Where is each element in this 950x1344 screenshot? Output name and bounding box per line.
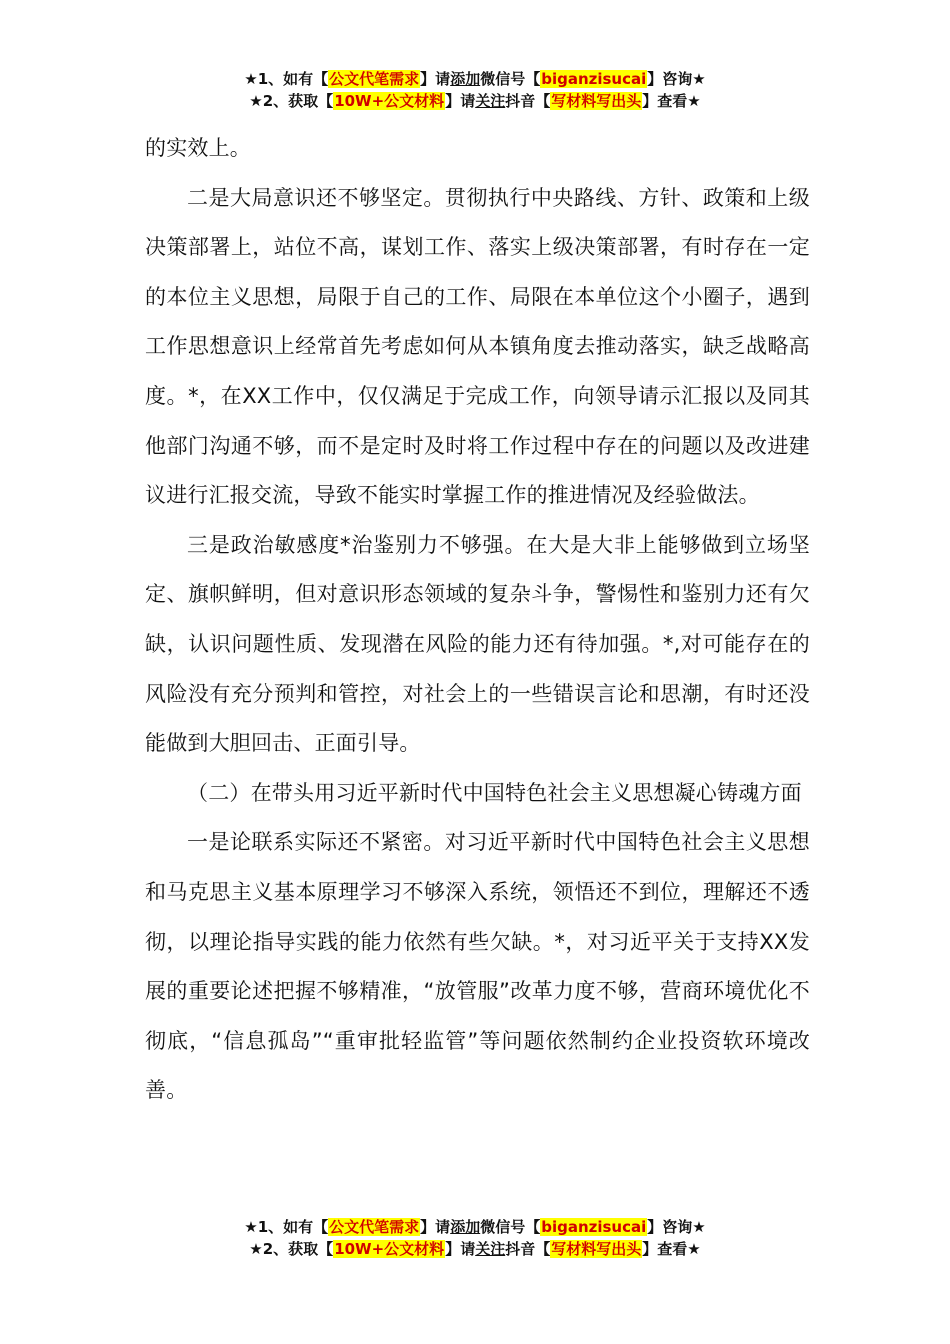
document-body: [145, 124, 810, 1116]
douyin-account-highlight: 写材料写出头: [551, 92, 642, 110]
highlight-text: 10W+公文材料: [334, 92, 445, 110]
banner-line-1: ★1、如有【公文代笔需求】请添加微信号【biganzisucai】咨询★: [244, 1218, 706, 1236]
highlight-text: 公文代笔需求: [329, 70, 420, 88]
banner-line-2: ★2、获取【10W+公文材料】请关注抖音【写材料写出头】查看★: [249, 92, 701, 110]
wechat-id-highlight: biganzisucai: [541, 1218, 647, 1236]
banner-line-1: ★1、如有【公文代笔需求】请添加微信号【biganzisucai】咨询★: [244, 70, 706, 88]
underlined-text: 添加: [450, 70, 481, 88]
douyin-account-highlight: 写材料写出头: [551, 1240, 642, 1258]
highlight-text: 公文代笔需求: [329, 1218, 420, 1236]
paragraph-overall-awareness: 二是大局意识还不够坚定。贯彻执行中央路线、方针、政策和上级决策部署上，站位不高，谋划工作、落实上级决策部署，有时存在一定的本位主义思想，局限于自己的工作、局限在本单位这个小圈子，遇到工作思想意识上经常首先考虑如何从本镇角度去推动落实，缺乏战略高度。*，在XX工作中，仅仅满足于完成工作，向领导请示汇报以及同其他部门沟通不够，而不是定时及时将工作过程中存在的问题以及改进建议进行汇报交流，导致不能实时掌握工作的推进情况及经验做法。: [145, 185, 810, 508]
header-banner: [0, 68, 950, 112]
highlight-text: 10W+公文材料: [334, 1240, 445, 1258]
paragraph-continuation: 的实效上。: [145, 136, 251, 160]
banner-line-2: ★2、获取【10W+公文材料】请关注抖音【写材料写出头】查看★: [249, 1240, 701, 1258]
underlined-text: 关注: [475, 1240, 506, 1258]
section-heading: （二）在带头用习近平新时代中国特色社会主义思想凝心铸魂方面: [187, 780, 802, 805]
underlined-text: 关注: [475, 92, 506, 110]
footer-banner: [0, 1216, 950, 1260]
paragraph-theory-practice: 一是论联系实际还不紧密。对习近平新时代中国特色社会主义思想和马克思主义基本原理学习不够深入系统，领悟还不到位，理解还不透彻，以理论指导实践的能力依然有些欠缺。*，对习近平关于支持XX发展的重要论述把握不够精准，“放管服”改革力度不够，营商环境优化不彻底，“信息孤岛”“重审批轻监管”等问题依然制约企业投资软环境改善。: [145, 830, 810, 1103]
paragraph-political-sensitivity: 三是政治敏感度*治鉴别力不够强。在大是大非上能够做到立场坚定、旗帜鲜明，但对意识形态领域的复杂斗争，警惕性和鉴别力还有欠缺，认识问题性质、发现潜在风险的能力还有待加强。*,对可能存在的风险没有充分预判和管控，对社会上的一些错误言论和思潮，有时还没能做到大胆回击、正面引导。: [145, 532, 810, 756]
wechat-id-highlight: biganzisucai: [541, 70, 647, 88]
underlined-text: 添加: [450, 1218, 481, 1236]
